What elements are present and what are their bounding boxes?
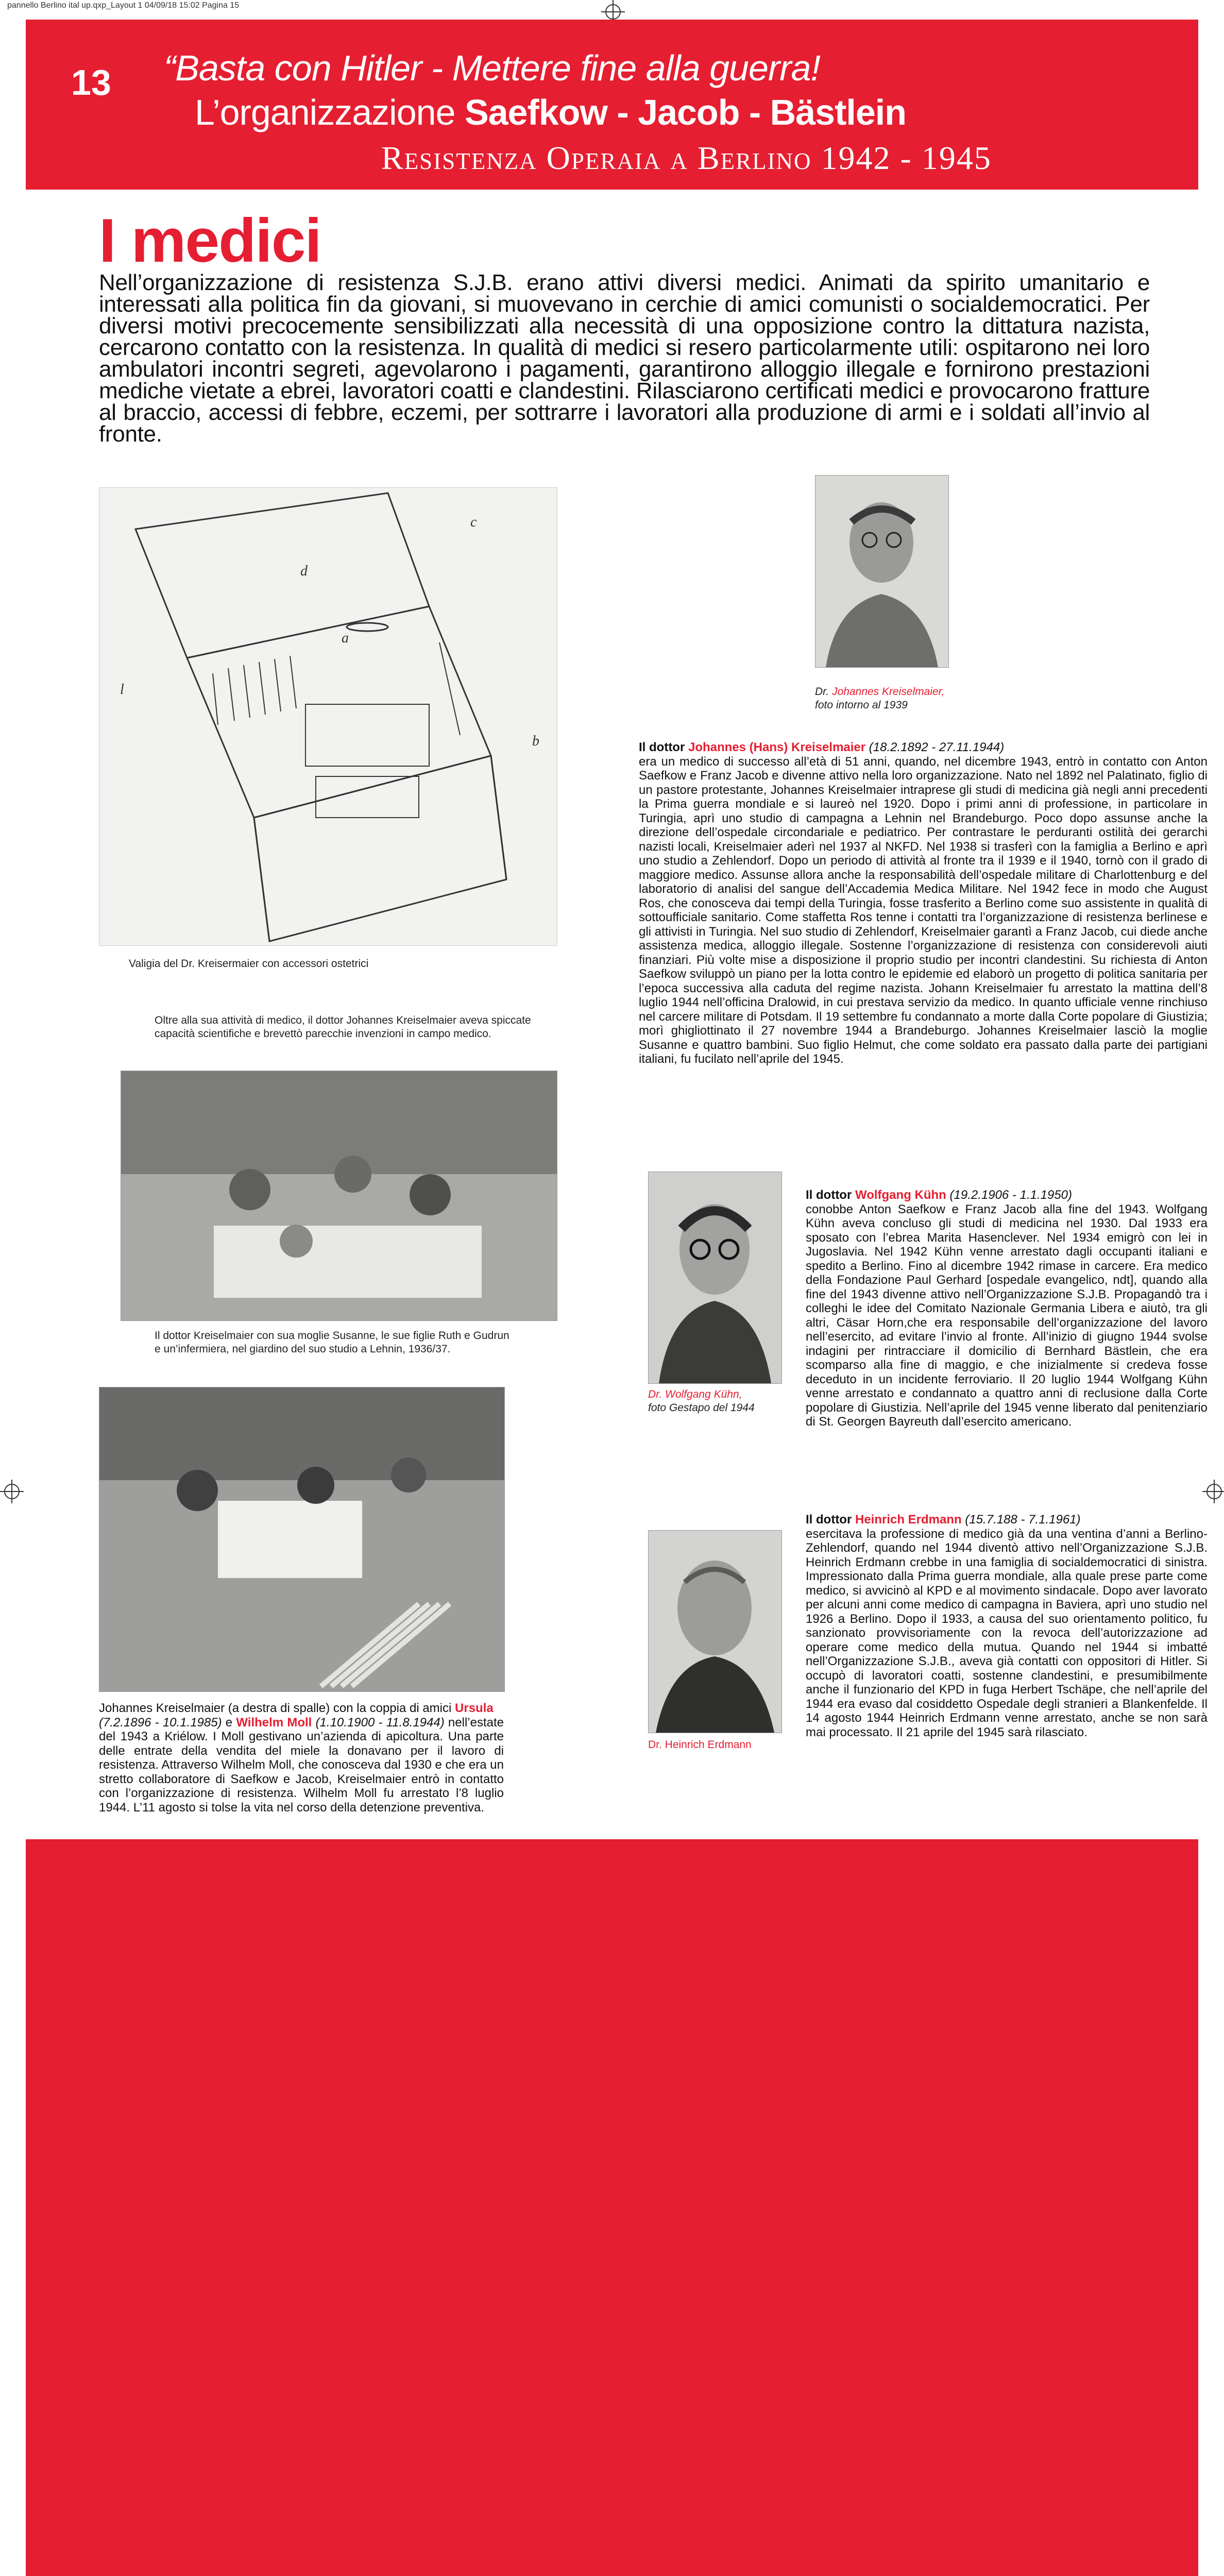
kuhn-bio-lead: Il dottor: [806, 1188, 855, 1202]
apiary-photo: [99, 1387, 505, 1692]
apiary-caption: [99, 1701, 504, 1815]
family-photo-caption: Il dottor Kreiselmaier con sua moglie Susanne, le sue figlie Ruth e Gudrun e un’infermiera, nel giardino del suo studio a Lehnin, 1936/37.: [155, 1330, 509, 1355]
bio-dates: (18.2.1892 - 27.11.1944): [865, 740, 1005, 754]
sketch-letter-c: c: [470, 514, 477, 530]
section-title: I medici: [99, 206, 321, 275]
print-meta: pannello Berlino ital up.qxp_Layout 1 04/09/18 15:02 Pagina 15: [7, 1, 240, 10]
bio-lead: Il dottor: [639, 740, 688, 754]
kuhn-caption-date: foto Gestapo del 1944: [648, 1402, 755, 1414]
erdmann-bio: [806, 1513, 1208, 1739]
sketch-letter-d: d: [300, 563, 308, 579]
caption-date: foto intorno al 1939: [815, 699, 908, 711]
bottom-red-band: [26, 1839, 1198, 2576]
registration-mark-right: [1206, 1484, 1222, 1499]
family-garden-scene: [121, 1071, 557, 1320]
slogan: “Basta con Hitler - Mettere fine alla guerra!: [164, 48, 820, 88]
org-prefix: L’organizzazione: [195, 92, 465, 132]
erdmann-bio-lead: Il dottor: [806, 1513, 855, 1527]
org-names: Saefkow - Jacob - Bästlein: [464, 92, 906, 132]
kreiselmaier-bio: [639, 740, 1208, 1066]
erdmann-bio-text: esercitava la professione di medico già da una ventina d’anni a Berlino-Zehlendorf, quando nel 1944 diventò attivo nell’Organizzazione S.J.B. Heinrich Erdmann crebbe in una famiglia di socialdemocratici di sinistra. Impressionato dalla Prima guerra mondiale, alla quale prese parte come medico, si avvicinò al KPD e al movimento sindacale. Dopo aver lavorato per alcuni anni come medico di campagna in Baviera, aprì uno studio nel 1926 a Berlino. Dopo il 1933, a causa del suo orientamento politico, fu sanzionato provvisoriamente con la revoca dell’autorizzazione ad operare come medico della mutua. Quando nel 1944 si imbatté nell’Organizzazione S.J.B., aveva già contatti con oppositori di Hitler. Si occupò di lavoratori coatti, sostenne clandestini, e presumibilmente anche il funzionario del KPD in fuga Herbert Tschäpe, che nell’aprile del 1944 era evaso dal cosiddetto Ospedale degli stranieri a Blankenfelde. Il 14 agosto 1944 Heinrich Erdmann venne arrestato, anche se non sarà mai processato. Il 21 aprile del 1945 sarà rilasciato.: [806, 1527, 1208, 1739]
erdmann-portrait-figure: [649, 1531, 781, 1733]
apiary-caption-a: Johannes Kreiselmaier (a destra di spalle) con la coppia di amici: [99, 1701, 455, 1715]
kuhn-portrait-caption: [648, 1388, 803, 1415]
bag-caption: Valigia del Dr. Kreisermaier con accessori ostetrici: [129, 958, 369, 970]
apiary-and: e: [222, 1715, 236, 1730]
moll-dates-2: (1.10.1900 - 11.8.1944): [312, 1715, 445, 1730]
bag-inventions-caption: Oltre alla sua attività di medico, il dottor Johannes Kreiselmaier aveva spiccate capacità scientifiche e brevettò parecchie invenzioni in campo medico.: [155, 1014, 531, 1040]
kuhn-portrait: [648, 1172, 782, 1384]
panel-number: 13: [71, 62, 111, 103]
kuhn-caption-name: Dr. Wolfgang Kühn,: [648, 1388, 742, 1400]
intro-paragraph: Nell’organizzazione di resistenza S.J.B. erano attivi diversi medici. Animati da spirito umanitario e interessati alla politica fin da giovani, si muovevano in cerchie di amici comunisti o socialdemocratici. Per diversi motivi precocemente sensibilizzati alla necessità di una opposizione contro la dittatura nazista, cercarono contatto con la resistenza. In qualità di medici si resero particolarmente utili: ospitarono nei loro ambulatori incontri segreti, agevolarono i pagamenti, garantirono alloggio illegale e fornirono prestazioni mediche vietate a ebrei, lavoratori coatti e clandestini. Rilasciarono certificati medici e provocarono fratture al braccio, accessi di febbre, eczemi, per sottrarre i lavoratori alla produzione di armi e i soldati all’invio al fronte.: [99, 270, 1150, 447]
sketch-letter-a: a: [342, 630, 349, 646]
kuhn-bio-dates: (19.2.1906 - 1.1.1950): [946, 1188, 1073, 1202]
family-garden-photo: [121, 1071, 557, 1321]
organization-line: [195, 92, 906, 133]
apiary-scene: [99, 1387, 504, 1691]
caption-prefix: Dr.: [815, 686, 832, 698]
moll-name-2: Wilhelm Moll: [236, 1715, 312, 1730]
apiary-caption-b: nell’estate del 1943 a Kriélow. I Moll gestivano un’azienda di apicoltura. Una parte delle entrate della vendita del miele la donavano per il lavoro di resistenza. Attraverso Wilhelm Moll, che conosceva dal 1930 e che era un stretto collaboratore di Saefkow e Jacob, Kreiselmaier entrò in contatto con l’organizzazione di resistenza. Wilhelm Moll fu arrestato l’8 luglio 1944. L’11 agosto si tolse la vita nel corso della detenzione preventiva.: [99, 1715, 504, 1815]
panel-subtitle: Resistenza Operaia a Berlino 1942 - 1945: [381, 140, 992, 176]
kuhn-bio: [806, 1188, 1208, 1429]
erdmann-bio-name: Heinrich Erdmann: [855, 1513, 962, 1527]
moll-name-1: Ursula: [455, 1701, 494, 1715]
kuhn-portrait-figure: [649, 1172, 781, 1383]
kreiselmaier-portrait-caption: [815, 685, 990, 712]
caption-name: Johannes Kreiselmaier,: [832, 686, 945, 698]
kreiselmaier-portrait-figure: [815, 476, 948, 667]
kuhn-bio-text: conobbe Anton Saefkow e Franz Jacob alla fine del 1943. Wolfgang Kühn aveva concluso gli studi di medicina nel 1930. Dal 1933 era sposato con l’ebrea Marita Hasenclever. Nel 1934 emigrò con lei in Jugoslavia. Nel 1942 Kühn venne arrestato dagli occupanti italiani e spedito a Berlino. Fino al dicembre 1942 rimase in carcere. Era medico della Fondazione Paul Gerhard [ospedale evangelico, ndt], quando alla fine del 1943 divenne attivo nell’Organizzazione S.J.B. Propagandò tra i colleghi le idee del Comitato Nazionale Germania Libera e aiutò, tra gli altri, Cäsar Horn,che era responsabile dell’organizzazione del lavoro nell’esercito, ad evitare l’invio al fronte. All’inizio di giugno 1944 svolse indagini per rintracciare il domicilio di Bernhard Bästlein, che era scomparso alla fine di maggio, e che inizialmente si credeva fosse deceduto in un incidente ferroviario. Il 20 luglio 1944 Wolfgang Kühn venne arrestato e condannato a quattro anni di reclusione dalla Corte popolare di Giustizia. Nell’aprile del 1945 venne liberato dal penitenziario di St. Georgen Bayreuth dall’esercito americano.: [806, 1202, 1208, 1429]
kuhn-bio-name: Wolfgang Kühn: [855, 1188, 946, 1202]
sketch-letter-b: b: [532, 733, 539, 749]
registration-mark-left: [4, 1484, 20, 1499]
kreiselmaier-portrait: [815, 475, 949, 668]
bio-text: era un medico di successo all’età di 51 anni, quando, nel dicembre 1943, entrò in contatto con Anton Saefkow e Franz Jacob e divenne attivo nella loro organizzazione. Nato nel 1892 nel Palatinato, figlio di un pastore protestante, Johannes Kreiselmaier intraprese gli studi di medicina già negli anni precedenti la Prima guerra mondiale e si laureò nel 1920. Dopo i primi anni di professione, in particolare in Turingia, aprì uno studio di campagna a Lehnin nel Brandeburgo. Poco dopo assunse anche la direzione dell’ospedale circondariale e pediatrico. Per contrastare le perduranti ostilità dei gerarchi nazisti locali, Kreiselmaier aderì nel 1937 al NKFD. Nel 1938 si trasferì con la famiglia a Berlino e aprì uno studio a Zehlendorf. Dopo un periodo di attività al fronte tra il 1939 e il 1940, tornò con il grado di maggiore medico. Assunse allora anche la responsabilità dell’ospedale militare di Charlottenburg e del laboratorio di analisi del sangue dell’Accademia Medica Militare. Nel 1942 fece in modo che August Ros, che conosceva dai tempi della Turingia, fosse trasferito a Berlino come suo assistente in qualità di sottoufficiale sanitario. Come staffetta Ros tenne i contatti tra l’organizzazione di resistenza berlinese e gli attivisti in Turingia. Nel suo studio di Zehlendorf, Kreiselmaier garantì a Franz Jacob, cui diede anche assistenza medica, alloggio illegale. Sostenne l’organizzazione di resistenza con considerevoli aiuti finanziari. Più volte mise a disposizione il proprio studio per incontri clandestini. Su richiesta di Anton Saefkow sviluppò un piano per la lotta contro le epidemie ed elaborò un progetto di politica sanitaria per l’epoca successiva alla caduta del regime nazista. Johann Kreiselmaier fu arrestato la mattina dell’8 luglio 1944 nell’officina Dralowid, in cui prestava servizio da medico. In quanto ufficiale venne rinchiuso nel carcere militare di Potsdam. Il 19 settembre fu condannato a morte dalla Corte popolare di Giustizia; morì ghigliottinato il 27 novembre 1944 a Brandeburgo. Johannes Kreiselmaier lasciò la moglie Susanne e quattro bambini. Suo figlio Helmut, che come soldato era passato dalla parte dei partigiani italiani, fu fucilato nell’aprile del 1945.: [639, 754, 1208, 1066]
bio-name: Johannes (Hans) Kreiselmaier: [688, 740, 866, 754]
bag-sketch-drawing: [99, 488, 557, 945]
erdmann-portrait: [648, 1530, 782, 1733]
erdmann-portrait-caption: Dr. Heinrich Erdmann: [648, 1739, 752, 1751]
bag-sketch-image: [99, 487, 557, 946]
moll-dates-1: (7.2.1896 - 10.1.1985): [99, 1715, 222, 1730]
sketch-letter-l: l: [120, 682, 124, 698]
registration-mark-top: [605, 4, 621, 20]
erdmann-bio-dates: (15.7.188 - 7.1.1961): [961, 1513, 1081, 1527]
